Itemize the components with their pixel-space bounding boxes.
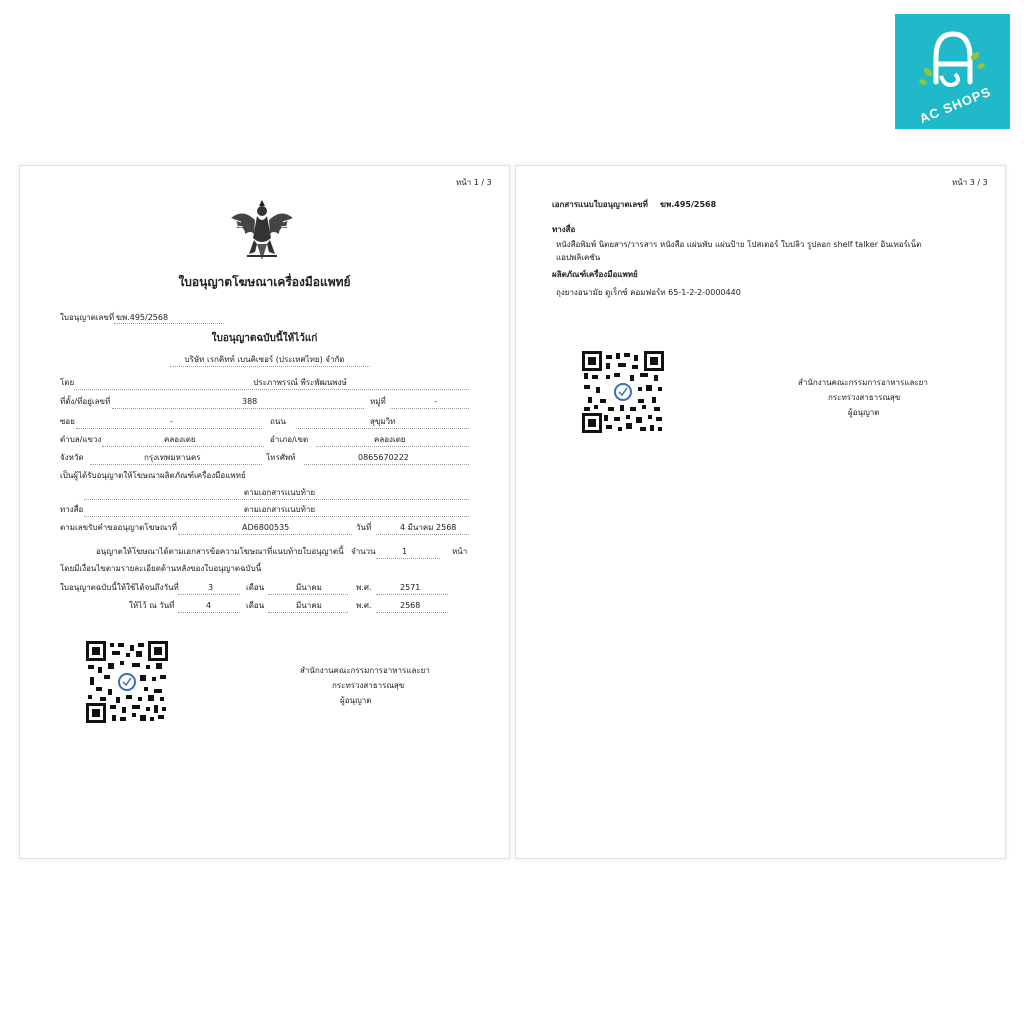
media-label: ทางสื่อ	[60, 505, 84, 514]
issued-on-label: ให้ไว้ ณ วันที่	[129, 601, 175, 610]
valid-day: 3	[208, 583, 214, 592]
office-ministry: กระทรวงสาธารณสุข	[332, 681, 405, 690]
dotted-line	[178, 534, 352, 535]
by-label: โดย	[60, 378, 75, 387]
road-value: สุขุมวิท	[370, 417, 396, 426]
condition-text: โดยมีเงื่อนไขตามรายละเอียดด้านหลังของใบอนุญาตฉบับนี้	[60, 564, 262, 573]
qr-code-icon	[86, 641, 168, 723]
request-no: AD6800535	[242, 523, 290, 532]
dotted-line	[112, 408, 364, 409]
company-name: บริษัท เรกคิทท์ เบนคิเซอร์ (ประเทศไทย) จำกัด	[184, 355, 345, 364]
brand-name: AC SHOPS	[917, 83, 994, 127]
product-value: ตามเอกสารแนบท้าย	[243, 488, 316, 497]
dotted-line	[376, 534, 469, 535]
valid-month-label: เดือน	[246, 583, 265, 592]
license-no: ฆพ.495/2568	[116, 313, 169, 322]
dotted-line	[170, 366, 370, 367]
dotted-line	[376, 594, 448, 595]
office-signer: ผู้อนุญาต	[340, 696, 372, 705]
product-item: ถุงยางอนามัย ดูเร็กซ์ คอมฟอร์ท 65-1-2-2-0000440	[556, 288, 741, 297]
dotted-line	[376, 612, 448, 613]
issued-year-label: พ.ศ.	[356, 601, 372, 610]
document-title: ใบอนุญาตโฆษณาเครื่องมือแพทย์	[178, 275, 351, 289]
request-date-label: วันที่	[356, 523, 372, 532]
dotted-line	[90, 464, 262, 465]
address-label: ที่ตั้ง/ที่อยู่เลขที่	[60, 397, 111, 406]
dotted-line	[74, 389, 469, 390]
license-no-label: ใบอนุญาตเลขที่	[60, 313, 115, 322]
license-page-1	[19, 165, 510, 859]
phone-label: โทรศัพท์	[266, 453, 296, 462]
media-list: หนังสือพิมพ์ นิตยสาร/วารสาร หนังสือ แผ่นพับ แผ่นป้าย โปสเตอร์ ใบปลิว รูปลอก shelf talker อินเทอร์เน็ต	[556, 240, 922, 249]
count-value: 1	[402, 547, 408, 556]
office-name: สำนักงานคณะกรรมการอาหารและยา	[798, 378, 928, 387]
issued-day: 4	[206, 601, 212, 610]
office-signer: ผู้อนุญาต	[848, 408, 880, 417]
dotted-line	[84, 516, 469, 517]
dotted-line	[102, 446, 264, 447]
media-value: ตามเอกสารแนบท้าย	[243, 505, 316, 514]
dotted-line	[304, 464, 469, 465]
media-heading: ทางสื่อ	[552, 225, 576, 234]
qr-code-icon	[582, 351, 664, 433]
dotted-line	[84, 499, 469, 500]
valid-year: 2571	[400, 583, 421, 592]
media-list-continued: แอปพลิเคชัน	[556, 253, 601, 262]
issued-month: มีนาคม	[296, 601, 322, 610]
moo-value: -	[434, 397, 437, 406]
dotted-line	[76, 428, 262, 429]
dotted-line	[296, 428, 469, 429]
dotted-line	[268, 612, 348, 613]
address-no: 388	[242, 397, 258, 406]
district-value: คลองเตย	[374, 435, 406, 444]
province-value: กรุงเทพมหานคร	[144, 453, 201, 462]
attachment-no: ฆพ.495/2568	[660, 200, 717, 209]
moo-label: หมู่ที่	[370, 397, 386, 406]
attachment-title: เอกสารแนบใบอนุญาตเลขที่	[552, 200, 648, 209]
pages-statement: อนุญาตให้โฆษณาได้ตามเอกสารข้อความโฆษณาที่แนบท้ายใบอนุญาตนี้	[96, 547, 344, 556]
road-label: ถนน	[270, 417, 286, 426]
license-page-3	[515, 165, 1006, 859]
district-label: อำเภอ/เขต	[270, 435, 309, 444]
issued-to-heading: ใบอนุญาตฉบับนี้ให้ไว้แก่	[211, 333, 318, 344]
province-label: จังหวัด	[60, 453, 84, 462]
count-label: จำนวน	[351, 547, 376, 556]
valid-month: มีนาคม	[296, 583, 322, 592]
valid-year-label: พ.ศ.	[356, 583, 372, 592]
valid-until-label: ใบอนุญาตฉบับนี้ให้ใช้ได้จนถึงวันที่	[60, 583, 179, 592]
soi-label: ซอย	[60, 417, 75, 426]
office-name: สำนักงานคณะกรรมการอาหารและยา	[300, 666, 430, 675]
dotted-line	[316, 446, 469, 447]
soi-value: -	[170, 417, 173, 426]
dotted-line	[114, 323, 224, 324]
dotted-line	[268, 594, 348, 595]
dotted-line	[178, 594, 240, 595]
product-heading: ผลิตภัณฑ์เครื่องมือแพทย์	[552, 270, 638, 279]
pages-unit: หน้า	[452, 547, 468, 556]
page-number: หน้า 1 / 3	[456, 178, 492, 187]
permit-statement: เป็นผู้ได้รับอนุญาตให้โฆษณาผลิตภัณฑ์เครื่องมือแพทย์	[60, 471, 246, 480]
issued-month-label: เดือน	[246, 601, 265, 610]
subdistrict-label: ตำบล/แขวง	[60, 435, 102, 444]
issued-year: 2568	[400, 601, 421, 610]
dotted-line	[390, 408, 469, 409]
brand-logo	[895, 14, 1010, 129]
dotted-line	[178, 612, 240, 613]
garuda-emblem-icon	[227, 194, 297, 264]
request-date: 4 มีนาคม 2568	[400, 523, 457, 532]
page-number: หน้า 3 / 3	[952, 178, 988, 187]
request-label: ตามเลขรับคำขออนุญาตโฆษณาที่	[60, 523, 178, 532]
office-ministry: กระทรวงสาธารณสุข	[828, 393, 901, 402]
by-name: ประภาพรรณ์ พีระพัฒนพงษ์	[253, 378, 347, 387]
phone-value: 0865670222	[358, 453, 409, 462]
dotted-line	[376, 558, 440, 559]
subdistrict-value: คลองเตย	[164, 435, 196, 444]
